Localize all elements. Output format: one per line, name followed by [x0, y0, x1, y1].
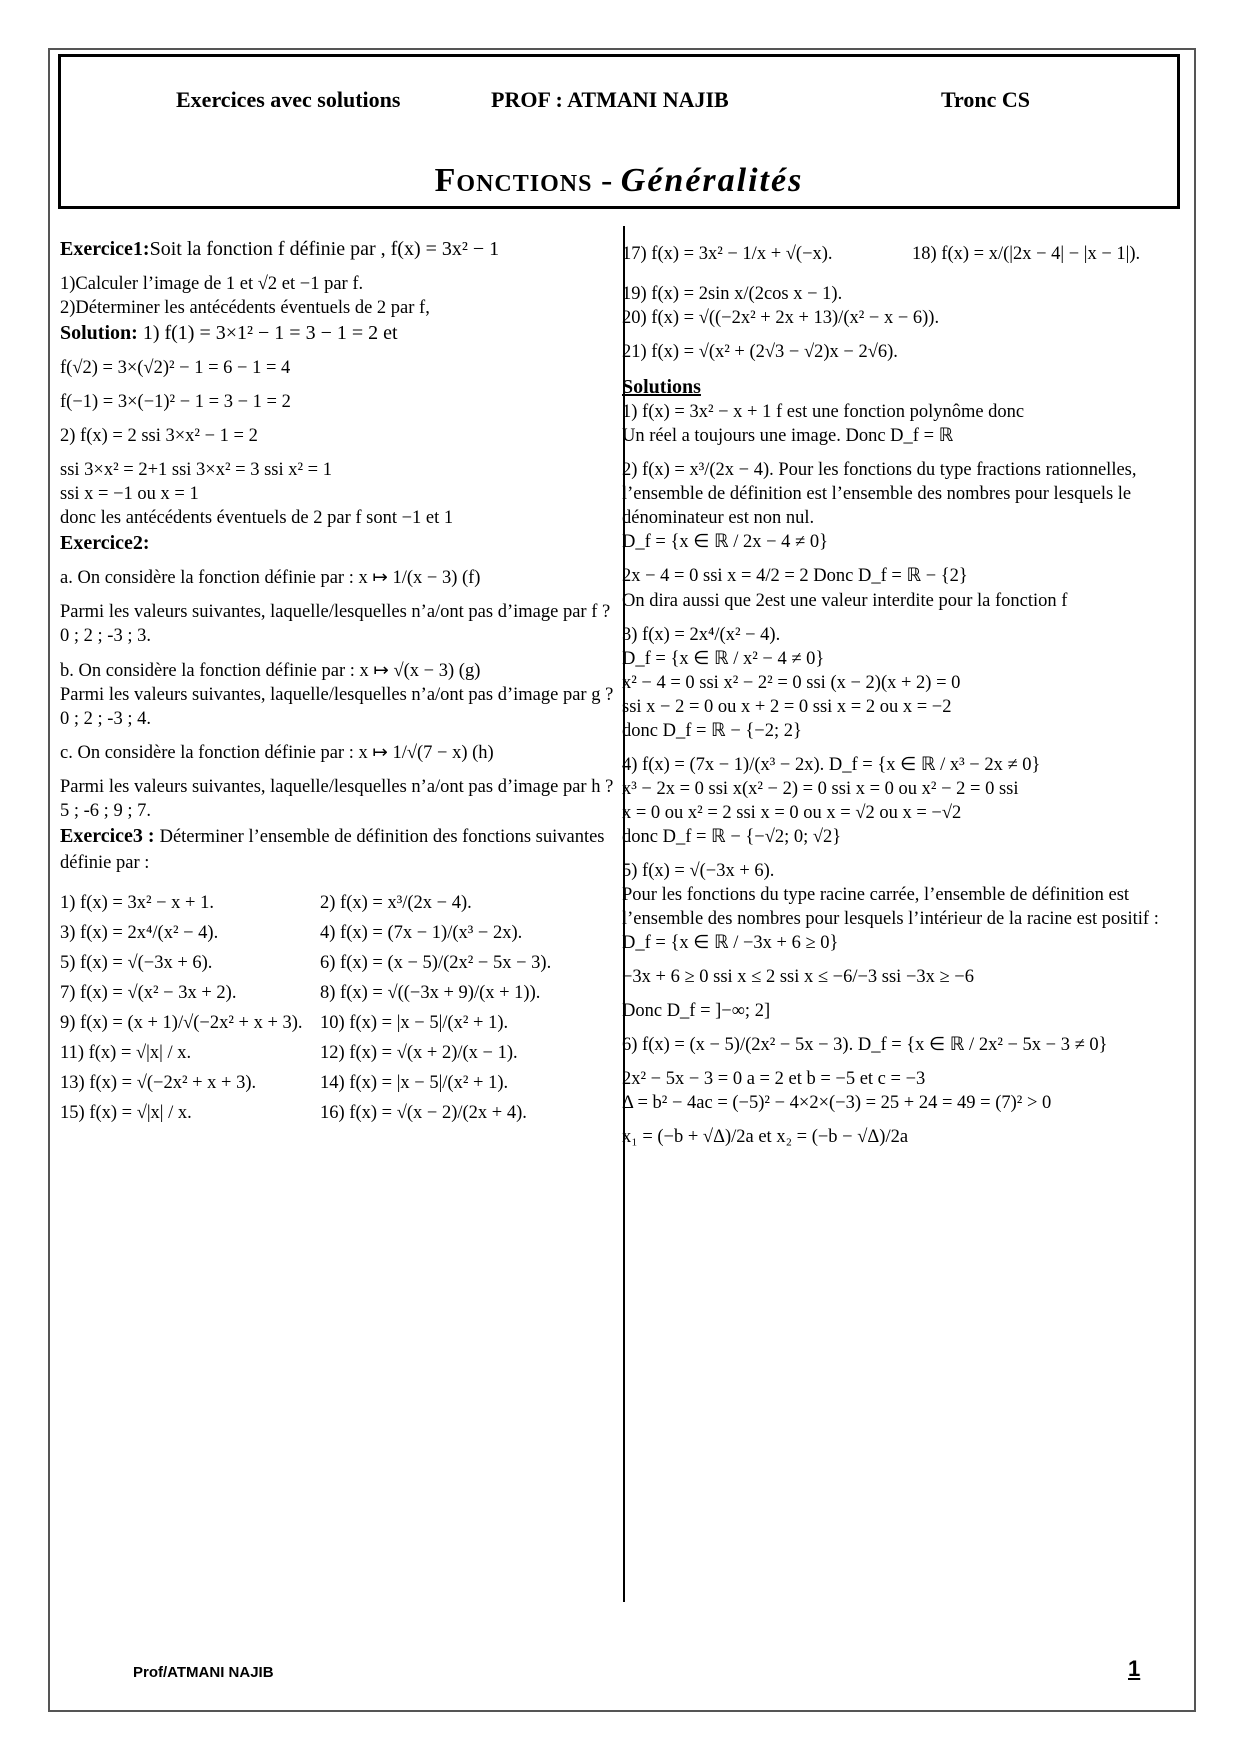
solution-1a: 1) f(x) = 3x² − x + 1 f est une fonction polynôme donc	[622, 402, 1025, 423]
title-main: Fonctions	[434, 162, 593, 199]
function-19: 19) f(x) = 2sin x/(2cos x − 1).	[622, 284, 843, 305]
solution-6a: 6) f(x) = (x − 5)/(2x² − 5x − 3). D_f = {x ∈ ℝ / 2x² − 5x − 3 ≠ 0}	[622, 1035, 1108, 1056]
exercise2-a-text: Parmi les valeurs suivantes, laquelle/lesquelles n’a/ont pas d’image par f ? 0 ; 2 ; -3 ; 3.	[60, 602, 611, 647]
exercise1-title: Exercice1:	[60, 238, 150, 260]
solution-line3: f(−1) = 3×(−1)² − 1 = 3 − 1 = 2	[60, 392, 291, 413]
page-number: 1	[1128, 1656, 1141, 1681]
footer-author: Prof/ATMANI NAJIB	[133, 1664, 274, 1681]
solution-6d: x₁ = (−b + √Δ)/2a et x₂ = (−b − √Δ)/2a	[622, 1127, 909, 1148]
header-center: PROF : ATMANI NAJIB	[491, 87, 729, 112]
function-9: 9) f(x) = (x + 1)/√(−2x² + x + 3).	[60, 1013, 303, 1034]
title-sub: Généralités	[620, 162, 804, 199]
solution-2b: D_f = {x ∈ ℝ / 2x − 4 ≠ 0}	[622, 532, 828, 553]
solution-line1: 1) f(1) = 3×1² − 1 = 3 − 1 = 2 et	[142, 322, 398, 345]
exercise2-b-text: Parmi les valeurs suivantes, laquelle/lesquelles n’a/ont pas d’image par g ? 0 ; 2 ; -3 ; 4.	[60, 684, 614, 729]
exercise3-title: Exercice3 :	[60, 824, 155, 847]
function-2: 2) f(x) = x³/(2x − 4).	[320, 892, 472, 913]
exercise2-c: c. On considère la fonction définie par : x ↦ 1/√(7 − x) (h)	[60, 742, 494, 763]
function-1: 1) f(x) = 3x² − x + 1.	[60, 892, 214, 913]
solution-line4: 2) f(x) = 2 ssi 3×x² − 1 = 2	[60, 426, 258, 447]
exercise2-title: Exercice2:	[60, 532, 150, 555]
header-box	[58, 54, 1180, 209]
function-14: 14) f(x) = |x − 5|/(x² + 1).	[320, 1073, 509, 1094]
function-6: 6) f(x) = (x − 5)/(2x² − 5x − 3).	[320, 952, 552, 973]
solution-5d: Donc D_f = ]−∞; 2]	[622, 1001, 771, 1022]
function-7: 7) f(x) = √(x² − 3x + 2).	[60, 983, 237, 1004]
header-left: Exercices avec solutions	[176, 87, 401, 112]
exercise1-q1: 1)Calculer l’image de 1 et √2 et −1 par f.	[60, 274, 364, 294]
solution-label: Solution:	[60, 322, 138, 345]
left-column	[60, 236, 615, 1131]
function-12: 12) f(x) = √(x + 2)/(x − 1).	[320, 1043, 518, 1064]
solution-line5: ssi 3×x² = 2+1 ssi 3×x² = 3 ssi x² = 1	[60, 460, 332, 481]
exercise3-text: Déterminer l’ensemble de définition des fonctions suivantes définie par :	[60, 826, 605, 873]
solution-line7: donc les antécédents éventuels de 2 par f sont −1 et 1	[60, 508, 454, 529]
right-column	[622, 236, 1182, 1149]
solution-1b: Un réel a toujours une image. Donc D_f = ℝ	[622, 426, 954, 447]
solution-6b: 2x² − 5x − 3 = 0 a = 2 et b = −5 et c = −3	[622, 1069, 926, 1090]
function-4: 4) f(x) = (7x − 1)/(x³ − 2x).	[320, 922, 523, 943]
function-10: 10) f(x) = |x − 5|/(x² + 1).	[320, 1013, 509, 1034]
solution-3e: donc D_f = ℝ − {−2; 2}	[622, 720, 802, 741]
solution-line6: ssi x = −1 ou x = 1	[60, 484, 199, 505]
exercise2-a: a. On considère la fonction définie par : x ↦ 1/(x − 3) (f)	[60, 568, 481, 589]
solution-5b: Pour les fonctions du type racine carrée, l’ensemble de définition est l’ensemble des nombres pour lesquels l’intérieur de la racine est positif : D_f = {x ∈ ℝ / −3x + 6 ≥ 0}	[622, 885, 1159, 954]
solution-4c: x = 0 ou x² = 2 ssi x = 0 ou x = √2 ou x = −√2	[622, 802, 962, 823]
solution-3a: 3) f(x) = 2x⁴/(x² − 4).	[622, 624, 781, 645]
solution-2c: 2x − 4 = 0 ssi x = 4/2 = 2 Donc D_f = ℝ − {2}	[622, 566, 968, 587]
function-16: 16) f(x) = √(x − 2)/(2x + 4).	[320, 1103, 527, 1124]
solution-6c: Δ = b² − 4ac = (−5)² − 4×2×(−3) = 25 + 24 = 49 = (7)² > 0	[622, 1093, 1052, 1114]
exercise1-text: Soit la fonction f définie par , f(x) = 3x² − 1	[149, 238, 500, 260]
function-17: 17) f(x) = 3x² − 1/x + √(−x).	[622, 244, 833, 264]
function-13: 13) f(x) = √(−2x² + x + 3).	[60, 1073, 257, 1094]
solution-5a: 5) f(x) = √(−3x + 6).	[622, 860, 775, 881]
function-5: 5) f(x) = √(−3x + 6).	[60, 952, 213, 973]
solution-2a: 2) f(x) = x³/(2x − 4). Pour les fonctions du type fractions rationnelles, l’ensemble de définition est l’ensemble des nombres pour lesquels le dénominateur est non nul.	[622, 460, 1137, 529]
function-21: 21) f(x) = √(x² + (2√3 − √2)x − 2√6).	[622, 342, 898, 363]
solution-4a: 4) f(x) = (7x − 1)/(x³ − 2x). D_f = {x ∈ ℝ / x³ − 2x ≠ 0}	[622, 754, 1041, 775]
function-18: 18) f(x) = x/(|2x − 4| − |x − 1|).	[912, 244, 1141, 264]
solution-3c: x² − 4 = 0 ssi x² − 2² = 0 ssi (x − 2)(x + 2) = 0	[622, 672, 961, 693]
title-sep: -	[592, 162, 621, 199]
function-8: 8) f(x) = √((−3x + 9)/(x + 1)).	[320, 983, 541, 1004]
solution-3d: ssi x − 2 = 0 ou x + 2 = 0 ssi x = 2 ou x = −2	[622, 696, 952, 717]
solution-line2: f(√2) = 3×(√2)² − 1 = 6 − 1 = 4	[60, 358, 291, 379]
solution-2d: On dira aussi que 2est une valeur interdite pour la fonction f	[622, 590, 1068, 611]
solution-4b: x³ − 2x = 0 ssi x(x² − 2) = 0 ssi x = 0 ou x² − 2 = 0 ssi	[622, 778, 1019, 799]
function-15: 15) f(x) = √|x| / x.	[60, 1103, 192, 1124]
solution-5c: −3x + 6 ≥ 0 ssi x ≤ 2 ssi x ≤ −6/−3 ssi −3x ≥ −6	[622, 967, 974, 988]
function-11: 11) f(x) = √|x| / x.	[60, 1043, 192, 1064]
solution-4d: donc D_f = ℝ − {−√2; 0; √2}	[622, 826, 842, 847]
function-3: 3) f(x) = 2x⁴/(x² − 4).	[60, 922, 219, 943]
solution-3b: D_f = {x ∈ ℝ / x² − 4 ≠ 0}	[622, 648, 825, 669]
solutions-title: Solutions	[622, 376, 701, 399]
page-title	[61, 162, 1177, 200]
header-right: Tronc CS	[941, 87, 1031, 112]
function-20: 20) f(x) = √((−2x² + 2x + 13)/(x² − x − 6)).	[622, 308, 940, 329]
exercise2-b: b. On considère la fonction définie par : x ↦ √(x − 3) (g)	[60, 660, 481, 681]
exercise1-q2: 2)Déterminer les antécédents éventuels de 2 par f,	[60, 298, 430, 319]
exercise2-c-text: Parmi les valeurs suivantes, laquelle/lesquelles n’a/ont pas d’image par h ? 5 ; -6 ; 9 ; 7.	[60, 776, 614, 821]
